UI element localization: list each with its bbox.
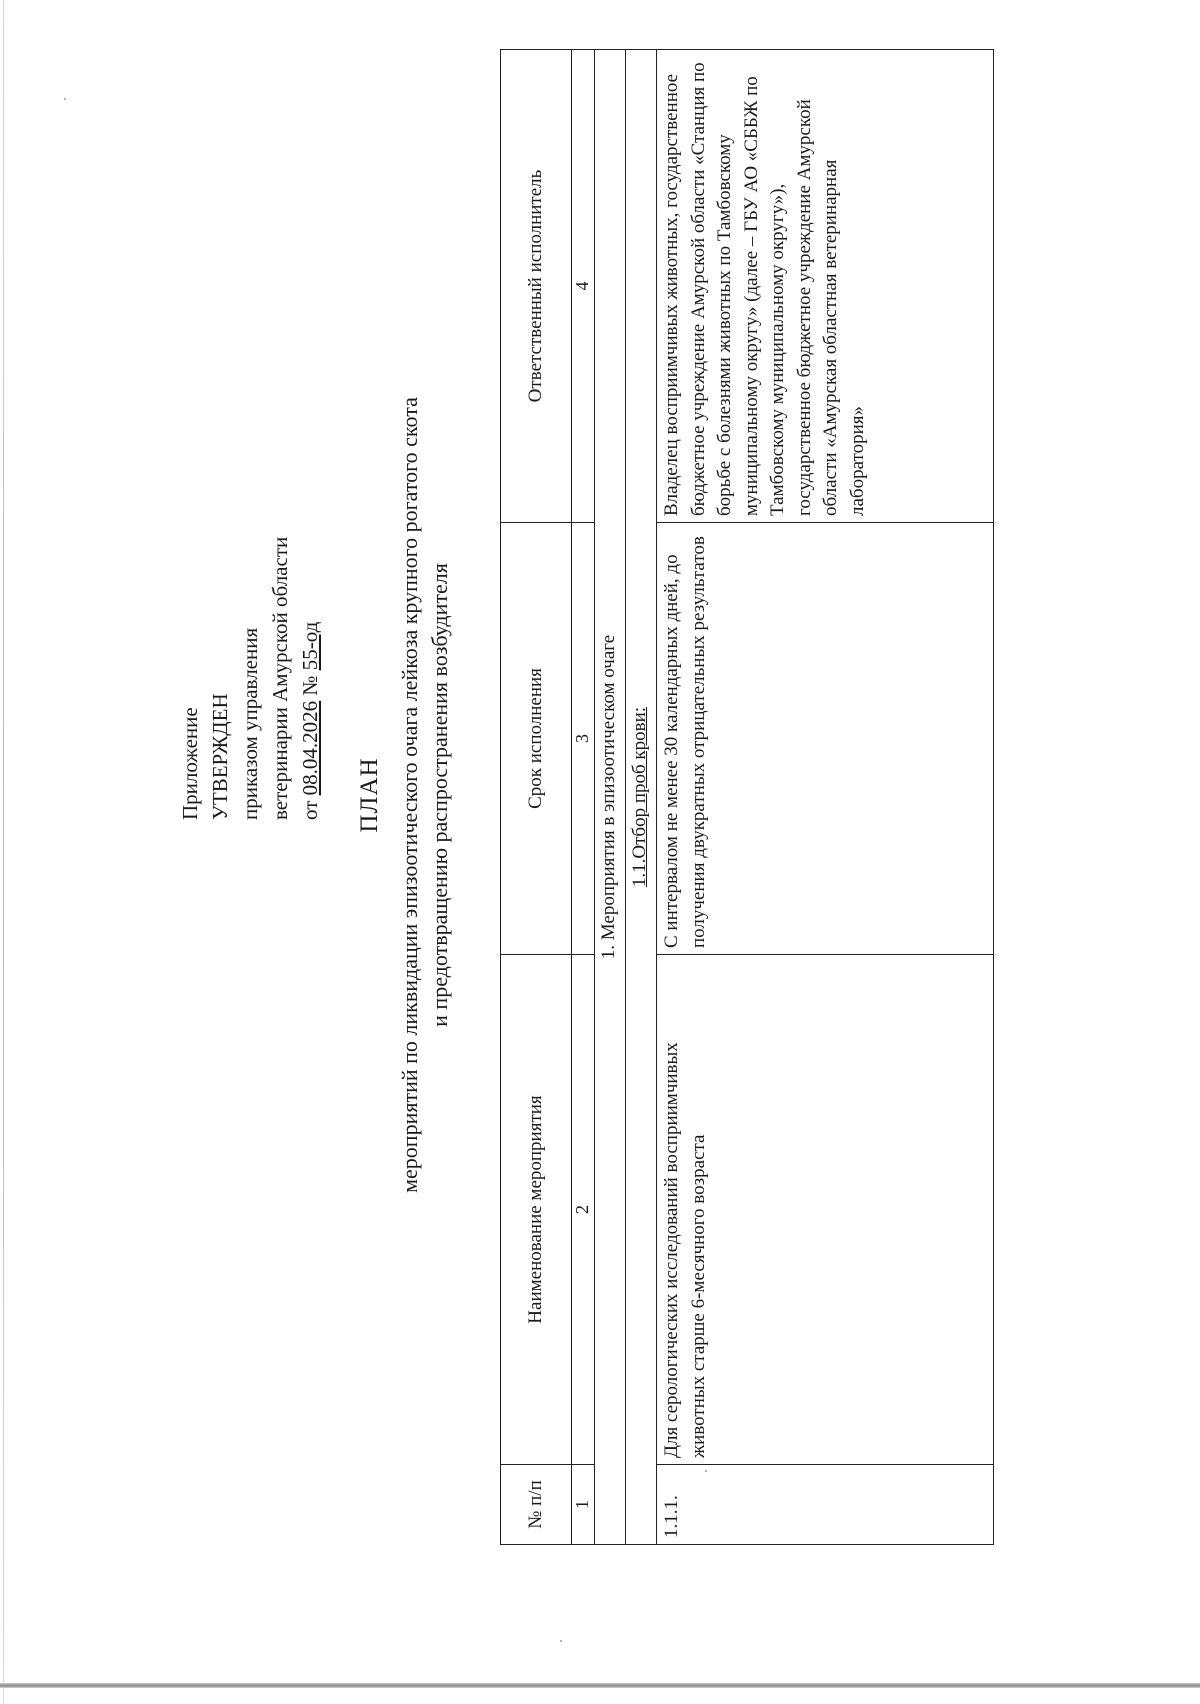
approval-stamp [175,380,325,820]
subsection-title: 1.1.Отбор проб крови: [629,706,650,888]
order-date: 08.04.2026 [298,700,322,796]
row-deadline: С интервалом не менее 30 календарных дней, до получения двукратных отрицательных результатов [657,523,994,955]
header-num: № п/п [501,1465,572,1545]
scan-edge-left [3,0,4,1704]
section-title: 1. Мероприятия в эпизоотическом очаге [595,50,626,1545]
subsection-row [626,50,657,1545]
row-number: 1.1.1. [657,1465,994,1545]
order-date-line: от 08.04.2026 № 55-од [298,621,322,820]
approved-label: УТВЕРЖДЕН [208,693,232,820]
scan-edge-bottom [0,1683,1200,1688]
plan-title [355,85,455,1505]
row-responsible: Владелец восприимчивых животных, государственное бюджетное учреждение Амурской области «Станция по борьбе с болезнями животных по Тамбовскому муниципальному округу» (далее – ГБУ АО «СББЖ по Тамбовскому муниципальному округу»), государственное бюджетное учреждение Амурской области «Амурская областная ветеринарная лаборатория» [657,50,994,523]
column-number: 2 [572,955,595,1465]
section-row [595,50,626,1545]
scan-speck [560,1640,562,1642]
column-number: 3 [572,523,595,955]
column-numbers-row [572,50,595,1545]
authority-label: ветеринарии Амурской области [268,536,292,820]
document-page [25,0,1145,1585]
plan-subtitle-line1: мероприятий по ликвидации эпизоотического очага лейкоза крупного рогатого скота [397,397,422,1193]
plan-subtitle-line2: и предотвращению распространения возбудителя [427,563,452,1027]
column-number: 4 [572,50,595,523]
subsection-cell [626,50,657,1545]
plan-table [500,49,994,1545]
header-responsible: Ответственный исполнитель [501,50,572,523]
row-activity: Для серологических исследований восприимчивых животных старше 6-месячного возраста [657,955,994,1465]
table-header-row [501,50,572,1545]
order-number: 55-од [298,621,322,671]
header-name: Наименование мероприятия [501,955,572,1465]
table-row [657,50,994,1545]
plan-heading: ПЛАН [356,757,383,833]
order-label: приказом управления [238,627,262,820]
header-deadline: Срок исполнения [501,523,572,955]
appendix-label: Приложение [178,707,202,820]
column-number: 1 [572,1465,595,1545]
